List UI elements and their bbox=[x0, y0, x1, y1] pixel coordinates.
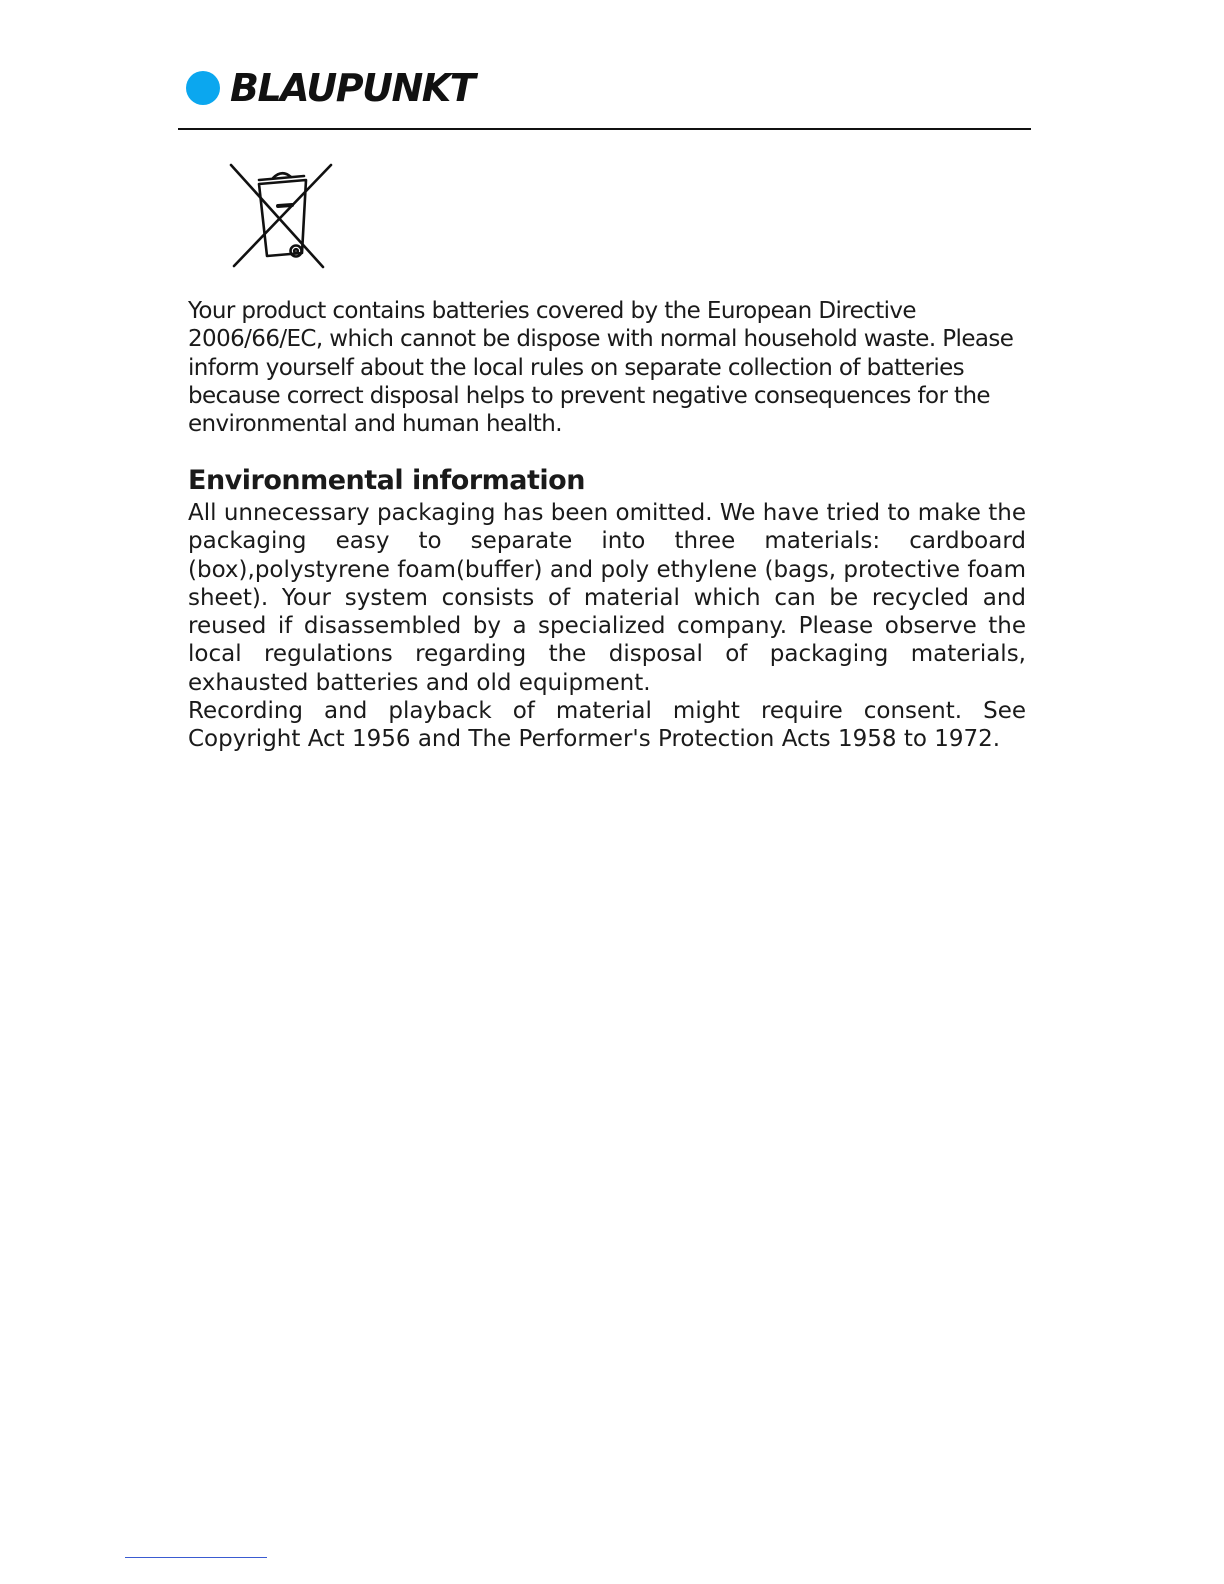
header-divider bbox=[178, 128, 1031, 130]
environmental-heading: Environmental information bbox=[188, 465, 585, 496]
environmental-paragraph: All unnecessary packaging has been omitted. We have tried to make the packaging easy to separate into three materials: cardboard (box),polystyrene foam(buffer) and poly ethylene (bags, protective foam sheet). Your system consists of material which can be recycled and reused if disassembled by a specialized company. Please observe the local regulations regarding the disposal of packaging materials, exhausted batteries and old equipment. bbox=[188, 500, 1026, 696]
footer-link-underline bbox=[125, 1557, 267, 1558]
copyright-paragraph: Recording and playback of material might require consent. See Copyright Act 1956 and The Performer's Protection Acts 1958 to 1972. bbox=[188, 698, 1026, 753]
battery-disposal-notice: Your product contains batteries covered by the European Directive 2006/66/EC, which cannot be dispose with normal household waste. Please inform yourself about the local rules on separate collection of batteries because correct disposal helps to prevent negative consequences for the environmental and human health. bbox=[188, 298, 1014, 438]
brand-logo bbox=[186, 66, 474, 110]
brand-dot-icon bbox=[186, 71, 220, 105]
brand-name: BLAUPUNKT bbox=[230, 66, 475, 110]
crossed-out-wheelie-bin-icon bbox=[226, 160, 336, 272]
